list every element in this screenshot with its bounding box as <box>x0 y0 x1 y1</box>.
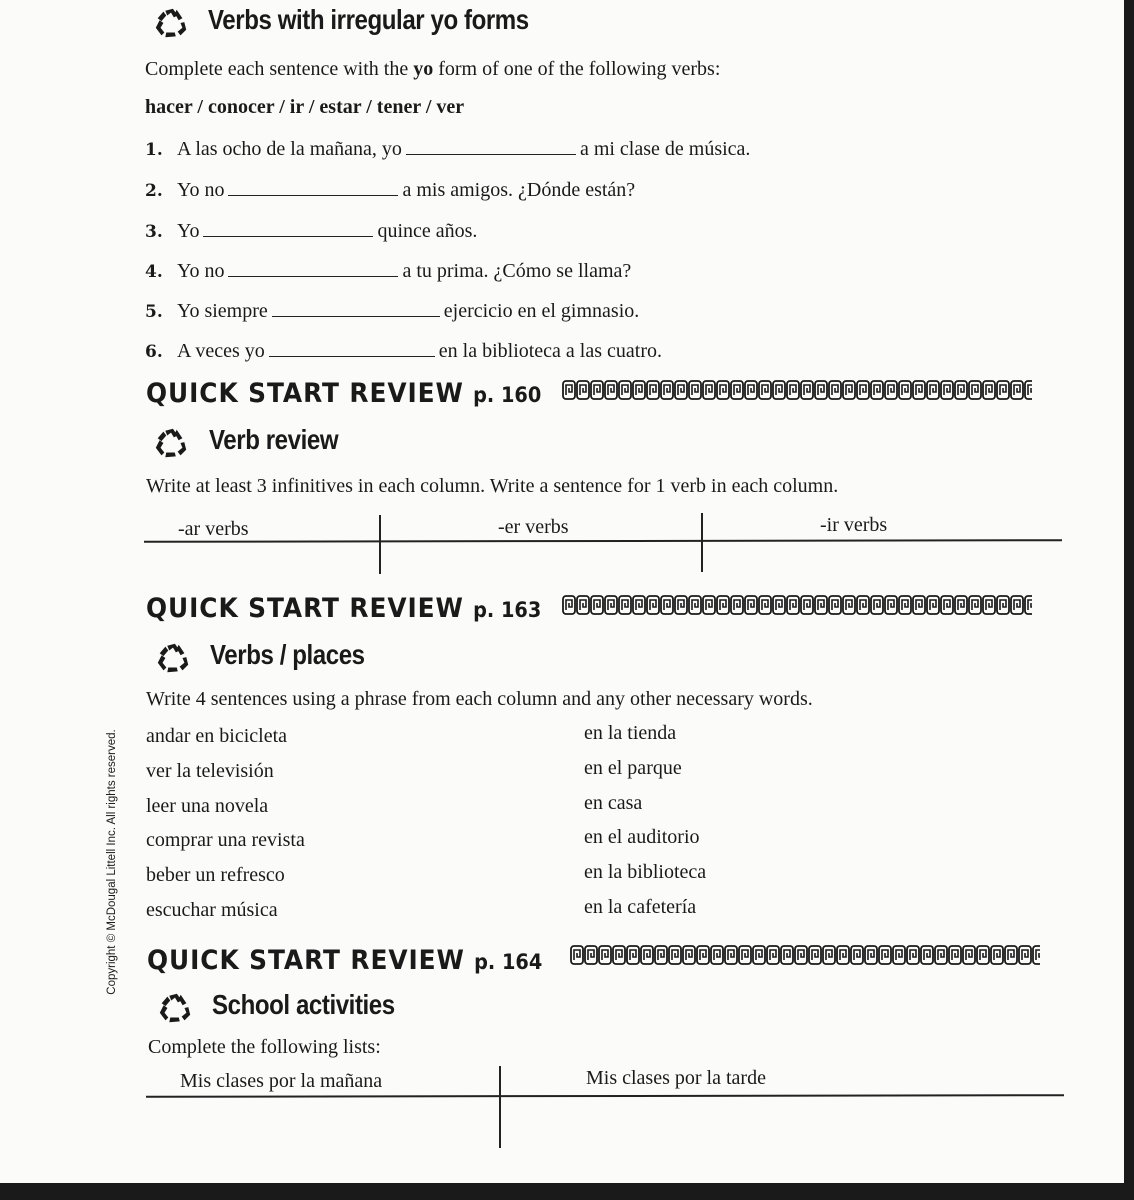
left-column-phrase: andar en bicicleta <box>146 725 288 747</box>
column-header-er-verbs: -er verbs <box>498 516 569 538</box>
recycle-icon <box>154 640 192 678</box>
column-header-ar-verbs: -ar verbs <box>178 518 249 540</box>
left-column-phrase: escuchar música <box>146 899 278 921</box>
answer-blank-3[interactable] <box>203 218 373 237</box>
table-rule <box>144 539 1062 542</box>
exercise-item-5: 5. Yo siempre ejercicio en el gimnasio. <box>145 300 640 322</box>
exercise-item-6: 6. A veces yo en la biblioteca a las cuatro. <box>145 340 662 362</box>
instruction-verbs-places: Write 4 sentences using a phrase from each column and any other necessary words. <box>146 688 813 710</box>
greek-key-border <box>570 943 1040 967</box>
right-column-place: en la biblioteca <box>584 861 707 883</box>
right-column-place: en la tienda <box>584 722 677 744</box>
answer-blank-5[interactable] <box>272 298 440 317</box>
right-column-place: en el parque <box>584 757 682 779</box>
column-header-morning-classes: Mis clases por la mañana <box>180 1070 383 1092</box>
column-header-ir-verbs: -ir verbs <box>820 514 888 536</box>
section-title-verb-review: Verb review <box>209 424 339 455</box>
exercise-item-3: 3. Yo quince años. <box>145 220 478 242</box>
recycle-icon <box>156 990 194 1028</box>
exercise-item-4: 4. Yo no a tu prima. ¿Cómo se llama? <box>145 260 632 282</box>
quick-start-review-heading: QUICK START REVIEW p. 160 <box>146 378 542 409</box>
answer-blank-1[interactable] <box>406 136 576 155</box>
greek-key-border <box>562 593 1032 617</box>
recycle-icon <box>152 5 190 43</box>
section-title-school-activities: School activities <box>212 989 395 1020</box>
column-divider <box>701 513 703 572</box>
answer-blank-6[interactable] <box>269 338 435 357</box>
exercise-item-1: 1. A las ocho de la mañana, yo a mi clase de música. <box>145 138 751 160</box>
instruction-school-activities: Complete the following lists: <box>148 1036 381 1058</box>
column-divider <box>499 1066 501 1148</box>
table-rule <box>146 1094 1064 1097</box>
instruction-verb-review: Write at least 3 infinitives in each column. Write a sentence for 1 verb in each column. <box>146 475 839 497</box>
column-divider <box>379 515 381 574</box>
quick-start-review-heading: QUICK START REVIEW p. 163 <box>146 593 542 624</box>
answer-blank-2[interactable] <box>228 177 398 196</box>
recycle-icon <box>152 425 190 463</box>
right-column-place: en casa <box>584 792 643 814</box>
left-column-phrase: leer una novela <box>146 795 269 817</box>
left-column-phrase: beber un refresco <box>146 864 285 886</box>
answer-blank-4[interactable] <box>228 258 398 277</box>
exercise-item-2: 2. Yo no a mis amigos. ¿Dónde están? <box>145 179 636 201</box>
right-column-place: en el auditorio <box>584 826 700 848</box>
left-column-phrase: ver la televisión <box>146 760 274 782</box>
instruction-irregular-yo: Complete each sentence with the yo form of one of the following verbs: <box>145 58 721 80</box>
left-column-phrase: comprar una revista <box>146 829 305 851</box>
column-header-afternoon-classes: Mis clases por la tarde <box>586 1067 766 1089</box>
verb-list: hacer / conocer / ir / estar / tener / ver <box>145 96 465 118</box>
section-title-irregular-yo: Verbs with irregular yo forms <box>208 4 529 35</box>
right-column-place: en la cafetería <box>584 896 697 918</box>
greek-key-border <box>562 378 1032 402</box>
section-title-verbs-places: Verbs / places <box>210 639 365 670</box>
copyright-notice: Copyright © McDougal Littell Inc. All rights reserved. <box>106 729 118 995</box>
quick-start-review-heading: QUICK START REVIEW p. 164 <box>147 945 543 976</box>
